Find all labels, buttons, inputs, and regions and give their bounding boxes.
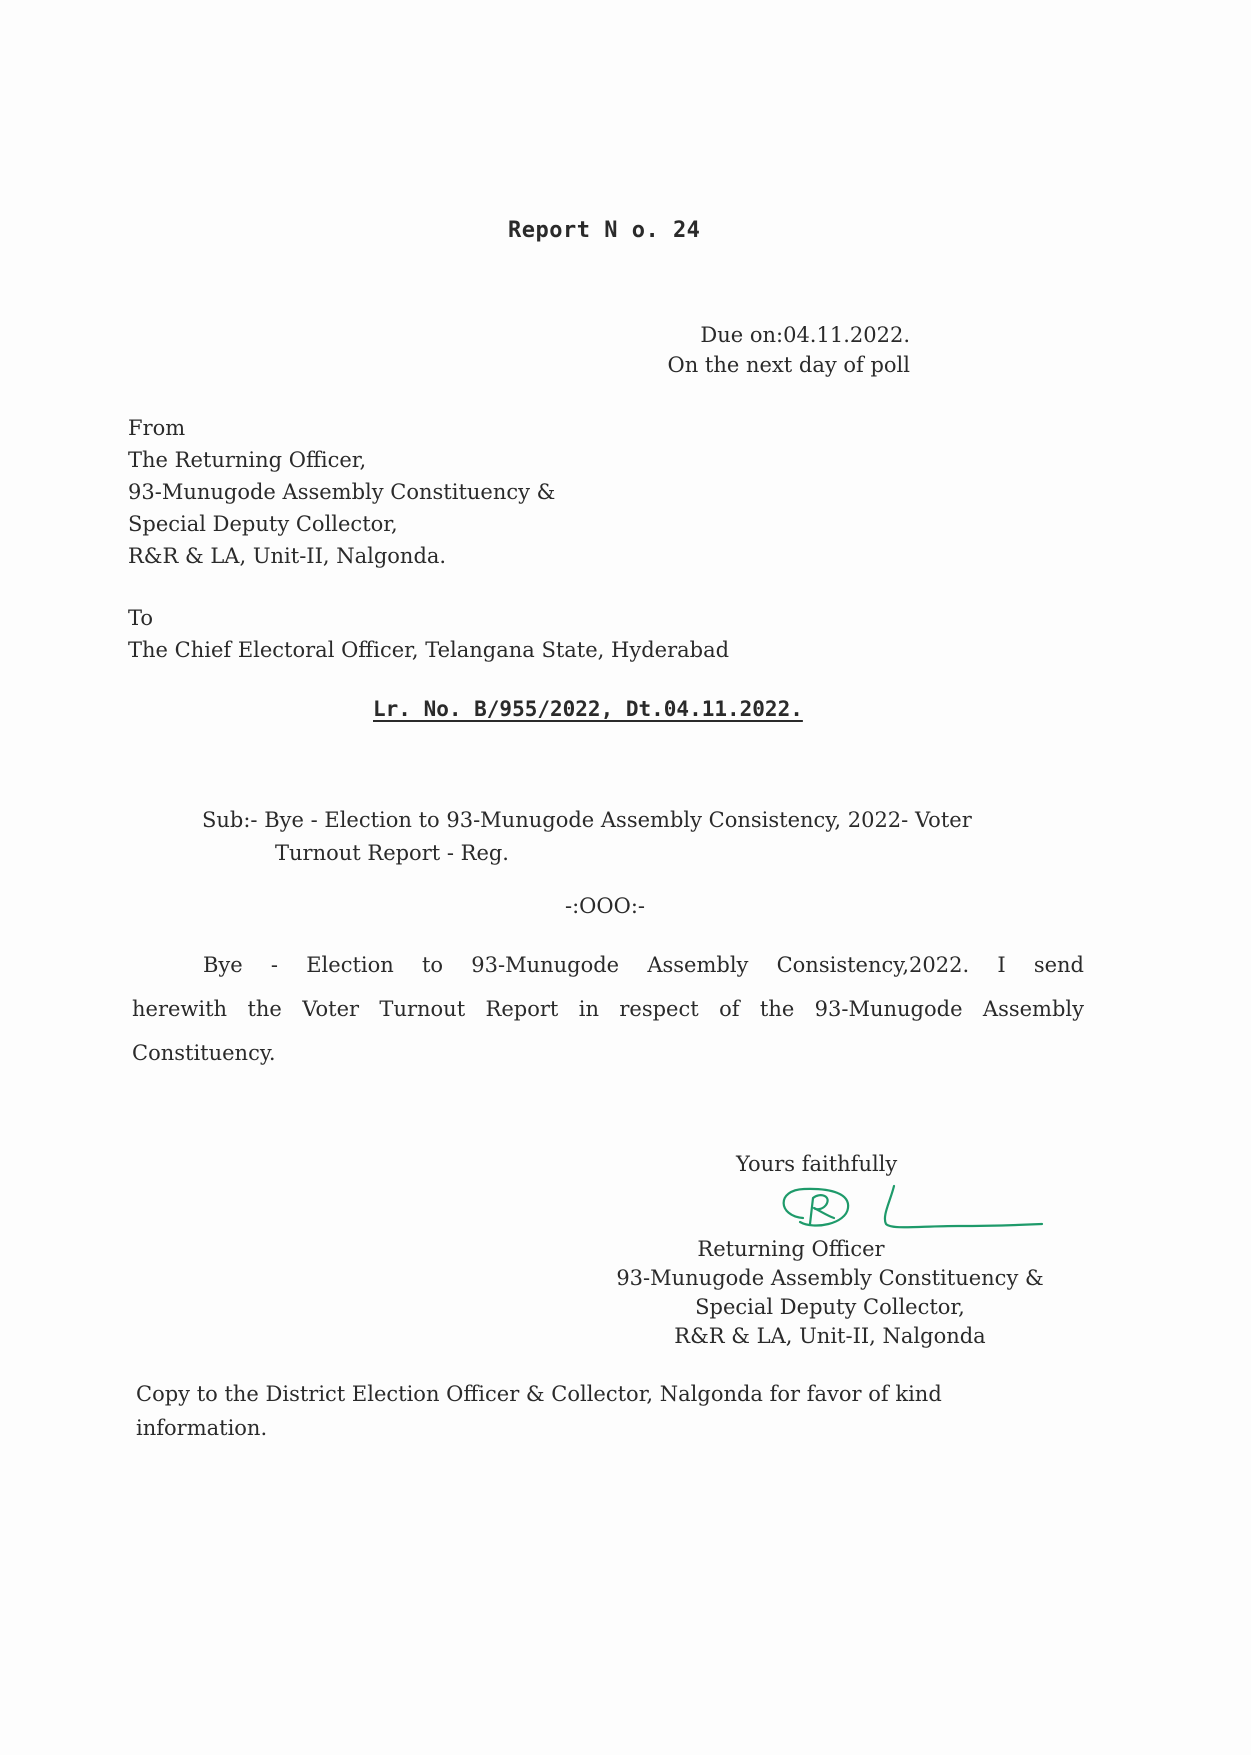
signature-r-stroke [810, 1195, 834, 1224]
due-date-block [630, 320, 910, 380]
letter-reference: Lr. No. B/955/2022, Dt.04.11.2022. [373, 697, 803, 721]
separator: -:OOO:- [565, 894, 645, 918]
from-line: R&R & LA, Unit-II, Nalgonda. [128, 544, 447, 568]
copy-to-note: Copy to the District Election Officer & Collector, Nalgonda for favor of kind information. [136, 1382, 942, 1440]
signature-tail-stroke [885, 1186, 1042, 1227]
subject-line: Turnout Report - Reg. [275, 841, 509, 865]
signatory-line: Special Deputy Collector, [695, 1295, 965, 1319]
subject-line: Sub:- Bye - Election to 93-Munugode Assembly Consistency, 2022- Voter [202, 808, 972, 832]
signatory-line: R&R & LA, Unit-II, Nalgonda [674, 1324, 986, 1348]
from-line: Special Deputy Collector, [128, 512, 398, 536]
due-date: Due on:04.11.2022. [700, 323, 910, 347]
signatory-line: Returning Officer [697, 1237, 885, 1261]
letter-body [132, 943, 1084, 1075]
body-line: Bye - Election to 93-Munugode Assembly Consistency,2022. I send [203, 953, 1084, 977]
to-line: The Chief Electoral Officer, Telangana State, Hyderabad [128, 638, 730, 662]
signatory-line: 93-Munugode Assembly Constituency & [616, 1266, 1044, 1290]
closing-salutation: Yours faithfully [736, 1152, 898, 1176]
from-line: 93-Munugode Assembly Constituency & [128, 480, 556, 504]
from-address [128, 412, 555, 572]
due-note: On the next day of poll [667, 353, 910, 377]
handwritten-signature [770, 1180, 1050, 1240]
from-line: The Returning Officer, [128, 448, 367, 472]
body-line: herewith the Voter Turnout Report in respect of the 93-Munugode Assembly [132, 997, 1084, 1021]
signature-loop-stroke [784, 1189, 849, 1226]
from-label: From [128, 416, 186, 440]
body-line: Constituency. [132, 1041, 276, 1065]
to-address [128, 602, 729, 666]
signatory-block [580, 1235, 1080, 1351]
report-number: Report N o. 24 [508, 218, 701, 243]
to-label: To [128, 606, 154, 630]
subject [202, 804, 972, 870]
